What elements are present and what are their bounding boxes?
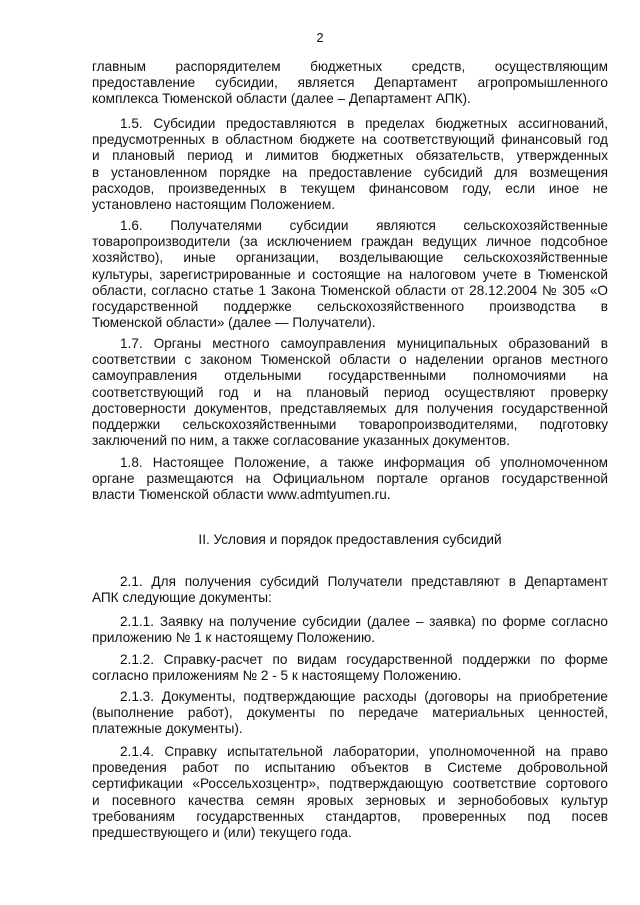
text-line: согласно приложениям № 2 - 5 к настоящему Положению.	[92, 668, 462, 684]
paragraph	[92, 455, 608, 504]
text-line: хозяйство), иные организации, возделывающие сельскохозяйственные	[92, 250, 608, 266]
paragraph	[92, 652, 608, 684]
text-line: 1.7. Органы местного самоуправления муниципальных образований в	[120, 336, 608, 351]
text-line: приложению № 1 к настоящему Положению.	[92, 630, 375, 646]
text-line: области, согласно статье 1 Закона Тюменской области от 28.12.2004 № 305 «О	[92, 282, 608, 298]
paragraph	[92, 574, 608, 606]
text-line: 2.1.4. Справку испытательной лаборатории, уполномоченной на право	[120, 744, 608, 759]
text-line: и плановый период и лимитов бюджетных обязательств, утвержденных	[92, 148, 608, 164]
paragraph	[92, 116, 608, 213]
text-line: 1.8. Настоящее Положение, а также информация об уполномоченном	[120, 455, 608, 470]
text-line: (выполнение работ), документы по передаче материальных ценностей,	[92, 705, 608, 721]
text-line: соответствии с законом Тюменской области о наделении органов местного	[92, 352, 608, 368]
text-line: 2.1.3. Документы, подтверждающие расходы (договоры на приобретение	[120, 689, 608, 704]
text-line: предшествующего и (или) текущего года.	[92, 825, 352, 841]
text-line: власти Тюменской области www.admtyumen.ru.	[92, 487, 391, 503]
text-line: 2.1. Для получения субсидий Получатели представляют в Департамент	[120, 574, 608, 589]
text-line: 2.1.1. Заявку на получение субсидии (далее – заявка) по форме согласно	[120, 614, 608, 629]
text-line: государственной поддержке сельскохозяйственного производства в	[92, 299, 608, 315]
text-line: органе размещаются на Официальном портале органов государственной	[92, 471, 608, 487]
text-line: 2.1.2. Справку-расчет по видам государственной поддержки по форме	[120, 652, 608, 667]
text-line: проведения работ по испытанию объектов в Системе добровольной	[92, 760, 608, 776]
text-line: установлено настоящим Положением.	[92, 197, 336, 213]
section-heading: II. Условия и порядок предоставления субсидий	[198, 532, 502, 547]
text-line: предусмотренных в областном бюджете на соответствующий финансовый год	[92, 132, 608, 148]
paragraph	[92, 744, 608, 841]
text-line: платежные документы).	[92, 721, 243, 737]
text-line: самоуправления отдельными государственными полномочиями на	[92, 368, 608, 384]
page-number: 2	[316, 30, 324, 45]
text-line: в установленном порядке на предоставление субсидий для возмещения	[92, 164, 608, 180]
text-line: соответствующий год и на плановый период осуществляют проверку	[92, 384, 608, 400]
text-line: расходов, произведенных в текущем финансовом году, если иное не	[92, 180, 608, 196]
paragraph	[92, 59, 608, 108]
text-line: Тюменской области» (далее — Получатели).	[92, 315, 376, 331]
text-line: 1.6. Получателями субсидии являются сельскохозяйственные	[120, 218, 608, 233]
paragraph	[92, 614, 608, 646]
text-line: АПК следующие документы:	[92, 590, 272, 606]
text-line: комплекса Тюменской области (далее – Департамент АПК).	[92, 91, 471, 107]
text-line: и посевного качества семян яровых зерновых и зернобобовых культур	[92, 792, 608, 808]
text-line: 1.5. Субсидии предоставляются в пределах бюджетных ассигнований,	[120, 116, 608, 131]
text-line: культуры, зарегистрированные и состоящие на налоговом учете в Тюменской	[92, 266, 608, 282]
paragraph	[92, 336, 608, 449]
text-line: предоставление субсидии, является Департамент агропромышленного	[92, 75, 608, 91]
text-line: заключений по ним, а также согласование указанных документов.	[92, 433, 511, 449]
text-line: сертификации «Россельхозцентр», подтверждающую соответствие сортового	[92, 776, 608, 792]
text-line: товаропроизводители (за исключением граждан ведущих личное подсобное	[92, 234, 608, 250]
text-line: главным распорядителем бюджетных средств, осуществляющим	[92, 59, 608, 74]
paragraph	[92, 218, 608, 331]
paragraph	[92, 689, 608, 738]
text-line: требованиям государственных стандартов, проверенных под посев	[92, 808, 608, 824]
text-line: достоверности документов, представляемых для получения государственной	[92, 400, 608, 416]
text-line: поддержки сельскохозяйственными товаропроизводителями, подготовку	[92, 417, 608, 433]
